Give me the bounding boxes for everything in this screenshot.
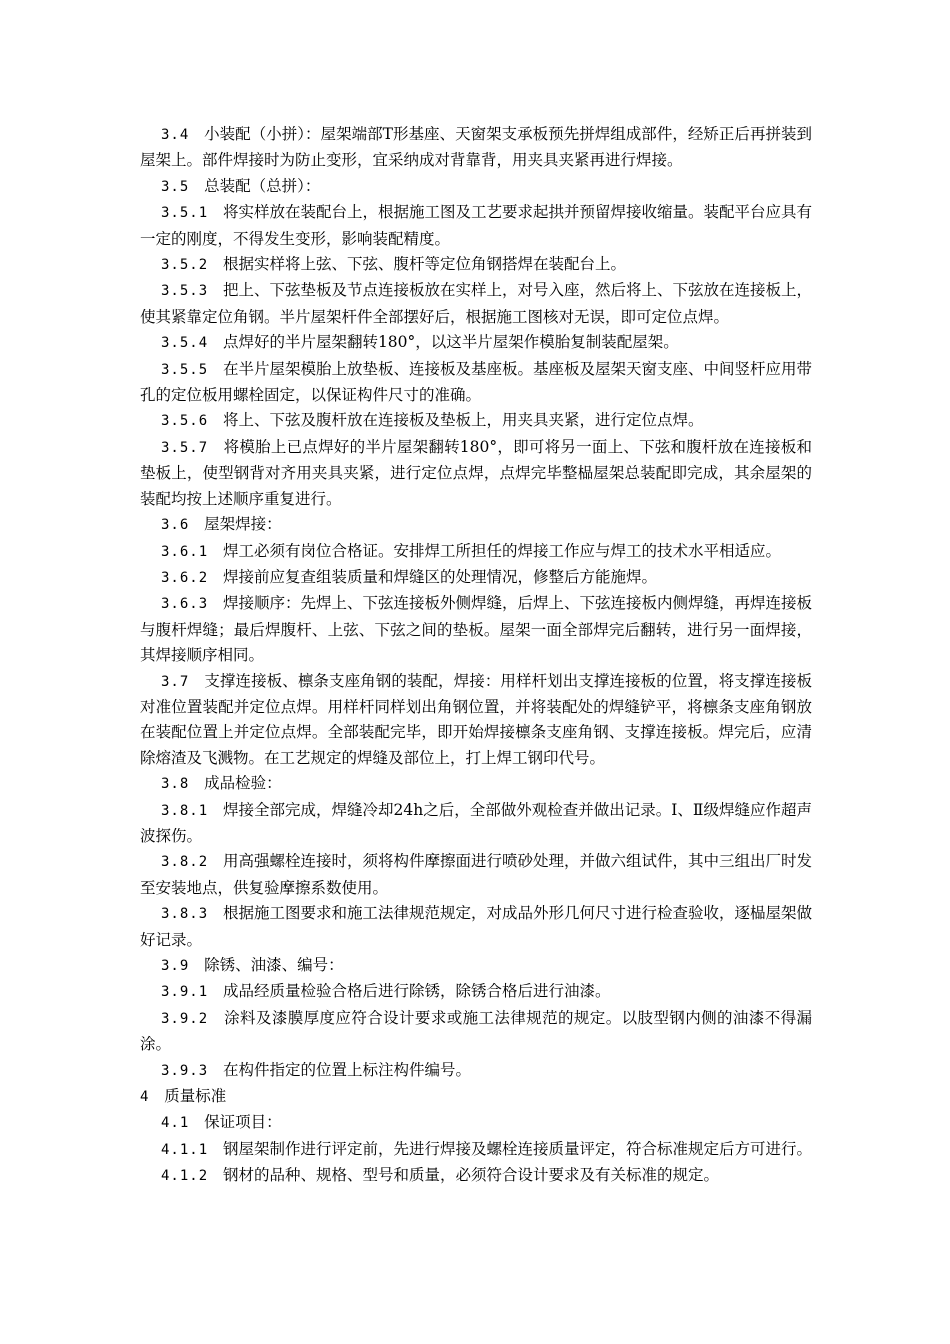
section-number: 3.5.3	[161, 283, 209, 300]
paragraph-text: 总装配（总拼）：	[204, 176, 321, 195]
paragraph-3-5-3	[140, 278, 812, 330]
section-number: 3.5.7	[161, 439, 209, 456]
paragraph-4-1-2	[140, 1163, 812, 1189]
section-number: 3.5.6	[161, 413, 209, 430]
section-heading-4	[140, 1084, 812, 1110]
section-number: 3.7	[161, 673, 190, 690]
section-number: 3.9.1	[161, 984, 209, 1001]
section-number: 3.5.1	[161, 205, 209, 222]
section-number: 3.4	[161, 127, 190, 143]
paragraph-3-9-3	[140, 1058, 812, 1084]
paragraph-3-6-2	[140, 565, 812, 591]
paragraph-text: 根据实样将上弦、下弦、腹杆等定位角钢搭焊在装配台上。	[222, 255, 626, 274]
paragraph-text: 把上、下弦垫板及节点连接板放在实样上，对号入座，然后将上、下弦放在连接板上，使其紧靠定位角钢。半片屋架杆件全部摆好后，根据施工图核对无误，即可定位点焊。	[140, 281, 812, 326]
paragraph-text: 除锈、油漆、编号：	[204, 956, 344, 974]
paragraph-text: 将实样放在装配台上，根据施工图及工艺要求起拱并预留焊接收缩量。装配平台应具有一定的刚度，不得发生变形，影响装配精度。	[140, 203, 812, 248]
section-number: 3.5	[161, 178, 190, 195]
paragraph-text: 钢材的品种、规格、型号和质量，必须符合设计要求及有关标准的规定。	[222, 1166, 719, 1185]
section-number: 3.6.1	[161, 543, 209, 560]
section-number: 3.8.2	[161, 854, 209, 871]
paragraph-text: 焊接顺序：先焊上、下弦连接板外侧焊缝，后焊上、下弦连接板内侧焊缝，再焊连接板与腹杆焊缝；最后焊腹杆、上弦、下弦之间的垫板。屋架一面全部焊完后翻转，进行另一面焊接，其焊接顺序相同。	[140, 594, 812, 665]
paragraph-text: 在半片屋架模胎上放垫板、连接板及基座板。基座板及屋架天窗支座、中间竖杆应用带孔的定位板用螺栓固定，以保证构件尺寸的准确。	[140, 359, 812, 405]
section-number: 3.8	[161, 776, 190, 793]
paragraph-text: 成品检验：	[204, 774, 282, 793]
section-number: 3.6	[161, 517, 190, 534]
section-number: 4.1.2	[161, 1168, 209, 1185]
section-number: 3.8.1	[161, 802, 209, 819]
paragraph-text: 钢屋架制作进行评定前，先进行焊接及螺栓连接质量评定，符合标准规定后方可进行。	[222, 1139, 812, 1158]
paragraph-text: 屋架焊接：	[204, 515, 282, 534]
section-number: 4.1	[161, 1115, 190, 1132]
paragraph-text: 保证项目：	[204, 1113, 282, 1132]
paragraph-text: 焊接前应复查组装质量和焊缝区的处理情况，修整后方能施焊。	[222, 567, 657, 586]
paragraph-3-5-6	[140, 408, 812, 434]
paragraph-3-6-3	[140, 591, 812, 668]
paragraph-3-8	[140, 771, 812, 797]
paragraph-3-5-4	[140, 330, 812, 356]
paragraph-text: 将上、下弦及腹杆放在连接板及垫板上，用夹具夹紧，进行定位点焊。	[222, 411, 704, 430]
paragraph-3-9-2	[140, 1006, 812, 1058]
paragraph-text: 在构件指定的位置上标注构件编号。	[222, 1060, 471, 1079]
paragraph-3-6-1	[140, 539, 812, 565]
paragraph-3-5-7	[140, 435, 812, 512]
section-number: 4	[140, 1089, 150, 1106]
paragraph-3-4	[140, 122, 812, 174]
paragraph-3-8-3	[140, 901, 812, 953]
section-number: 3.5.4	[161, 335, 209, 352]
paragraph-text: 小装配（小拼）：屋架端部T形基座、天窗架支承板预先拼焊组成部件，经矫正后再拼装到屋架上。部件焊接时为防止变形，宜采纳成对背靠背，用夹具夹紧再进行焊接。	[140, 125, 813, 170]
paragraph-3-5	[140, 174, 812, 200]
section-number: 3.9	[161, 958, 190, 974]
paragraph-3-9-1	[140, 979, 812, 1005]
paragraph-3-6	[140, 512, 812, 538]
section-number: 3.5.5	[161, 361, 209, 378]
paragraph-4-1	[140, 1110, 812, 1136]
paragraph-text: 将模胎上已点焊好的半片屋架翻转180°，即可将另一面上、下弦和腹杆放在连接板和垫板上，使型钢背对齐用夹具夹紧，进行定位点焊，点焊完毕整榀屋架总装配即完成，其余屋架的装配均按上述顺序重复进行。	[140, 437, 813, 508]
section-number: 3.5.2	[161, 257, 209, 274]
paragraph-text: 焊工必须有岗位合格证。安排焊工所担任的焊接工作应与焊工的技术水平相适应。	[222, 541, 781, 560]
paragraph-4-1-1	[140, 1137, 812, 1163]
document-body	[140, 122, 812, 1190]
paragraph-text: 成品经质量检验合格后进行除锈，除锈合格后进行油漆。	[222, 982, 611, 1001]
paragraph-text: 根据施工图要求和施工法律规范规定，对成品外形几何尺寸进行检查验收，逐榀屋架做好记录。	[140, 904, 812, 949]
paragraph-3-5-2	[140, 252, 812, 278]
paragraph-3-8-1	[140, 798, 812, 850]
section-number: 3.8.3	[161, 906, 209, 923]
paragraph-3-5-1	[140, 200, 812, 252]
paragraph-3-7	[140, 669, 812, 772]
paragraph-3-8-2	[140, 849, 812, 901]
section-number: 3.6.3	[161, 596, 209, 613]
paragraph-text: 涂料及漆膜厚度应符合设计要求或施工法律规范的规定。以肢型钢内侧的油漆不得漏涂。	[140, 1008, 812, 1054]
paragraph-text: 焊接全部完成，焊缝冷却24h之后，全部做外观检查并做出记录。Ⅰ、Ⅱ级焊缝应作超声波探伤。	[140, 800, 812, 845]
paragraph-text: 支撑连接板、檩条支座角钢的装配，焊接：用样杆划出支撑连接板的位置，将支撑连接板对准位置装配并定位点焊。用样杆同样划出角钢位置，并将装配处的焊缝铲平，将檩条支座角钢放在装配位置上并定位点焊。全部装配完毕，即开始焊接檩条支座角钢、支撑连接板。焊完后，应清除熔渣及飞溅物。在工艺规定的焊缝及部位上，打上焊工钢印代号。	[140, 671, 812, 767]
section-number: 3.9.2	[161, 1010, 209, 1027]
paragraph-3-5-5	[140, 357, 812, 409]
section-number: 3.9.3	[161, 1062, 209, 1079]
paragraph-text: 点焊好的半片屋架翻转180°，以这半片屋架作模胎复制装配屋架。	[222, 333, 679, 352]
section-number: 3.6.2	[161, 569, 209, 586]
paragraph-text: 用高强螺栓连接时，须将构件摩擦面进行喷砂处理，并做六组试件，其中三组出厂时发至安装地点，供复验摩擦系数使用。	[140, 852, 812, 897]
paragraph-3-9	[140, 953, 812, 979]
section-number: 4.1.1	[161, 1141, 209, 1158]
section-title: 质量标准	[164, 1087, 227, 1106]
